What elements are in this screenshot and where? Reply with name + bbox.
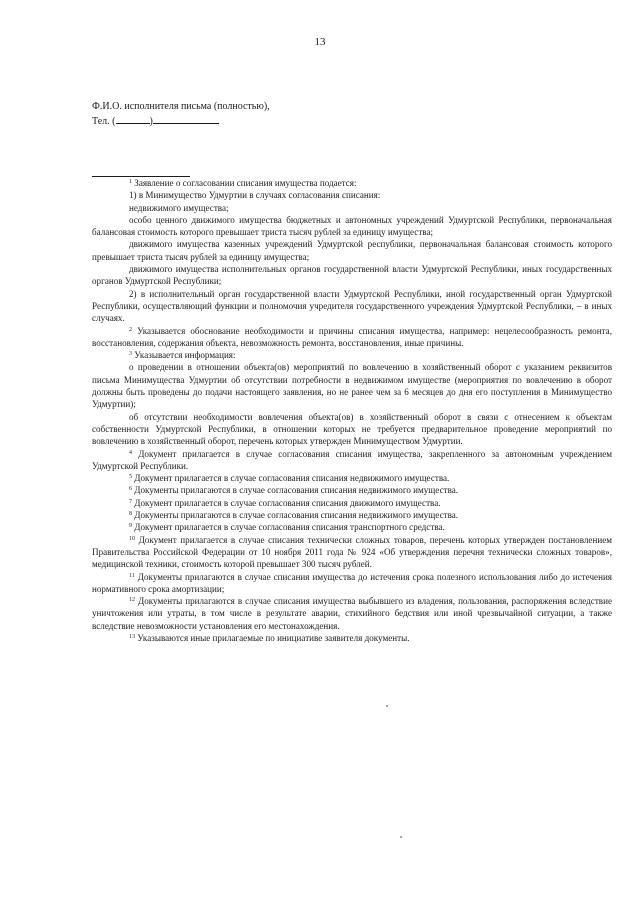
footnote-text: Документ прилагается в случае согласования списания имущества, закрепленного за автономным учреждением Удмуртской Республики. [92,448,612,471]
footnote-text: 2) в исполнительный орган государственной власти Удмуртской Республики, иной государственный орган Удмуртской Республики, осуществляющий функции и полномочия учредителя государственного учреждения Удмуртской Республики, – в иных случаях. [92,288,612,324]
footnote-number: 5 [129,474,132,481]
footnote-number: 10 [129,535,135,542]
footnotes [92,177,612,644]
footnote-text: Заявление о согласовании списания имущества подается: [134,178,357,188]
executor-block [92,99,270,129]
footnote-text: движимого имущества казенных учреждений Удмуртской республики, первоначальная балансовая стоимость которого превышает триста тысяч рублей за единицу имущества; [92,239,612,262]
footnote-paragraph [92,325,612,350]
footnote-text: Указывается информация: [134,350,236,361]
footnote-number: 11 [129,572,135,579]
footnote-text: Документ прилагается в случае согласования списания движимого имущества. [134,497,441,508]
footnote-number: 2 [129,326,132,333]
scan-speck [400,836,402,838]
footnote-text: Документы прилагаются в случае списания имущества выбывшего из владения, пользования, распоряжения вследствие уничтожения или утраты, в том числе в результате аварии, стихийного бедствия или иной чрезвычайной ситуации, а также вследствие невозможности установления его местонахождения. [92,596,612,631]
footnote-text: 1) в Минимущество Удмуртии в случаях согласования списания: [129,190,381,201]
footnote-text: Указывается обоснование необходимости и причины списания имущества, например: нецелесообразность ремонта, восстановления, содержания объекта, невозможность ремонта, восстановления, иные причины. [92,325,612,348]
executor-name-line: Ф.И.О. исполнителя письма (полностью), [92,101,270,112]
footnote-number: 8 [129,511,132,518]
scan-speck [386,705,388,707]
footnote-text: Документы прилагаются в случае согласования списания недвижимого имущества. [134,510,459,521]
footnote-text: Документ прилагается в случае согласования списания транспортного средства. [134,522,445,533]
footnote-paragraph [92,571,612,596]
phone-close: ) [149,116,153,127]
footnote-number: 12 [129,597,135,604]
footnote-text: об отсутствии необходимости вовлечения объекта(ов) в хозяйственный оборот в связи с отнесением к объектам собственности Удмуртской Республики, в отношении которых не требуется предварительное проведение мероприятий по вовлечению в хозяйственный оборот, перечень которых утвержден Минимуществом Удмуртии. [92,411,612,447]
footnote-text: недвижимого имущества; [129,202,229,213]
footnote-number: 3 [129,351,132,358]
footnote-paragraph [92,263,612,288]
footnote-paragraph [92,632,612,644]
footnote-paragraph [92,238,612,263]
footnote-paragraph [92,202,612,214]
footnote-text: Документы прилагаются в случае списания имущества до истечения срока полезного использования либо до истечения нормативного срока амортизации; [92,571,612,594]
footnote-number: 6 [129,486,132,493]
footnote-text: Документ прилагается в случае списания технически сложных товаров, перечень которых утвержден постановлением Правительства Российской Федерации от 10 ноября 2011 года № 924 «Об утверждения перечня технически сложных товаров», медицинской техники, стоимость которой превышает 300 тысяч рублей. [92,534,612,570]
footnote-text: Указываются иные прилагаемые по инициативе заявителя документы. [137,632,410,643]
footnote-paragraph [92,361,612,410]
footnote-paragraph [92,177,612,189]
footnote-number: 13 [129,633,135,640]
footnote-paragraph [92,411,612,448]
footnote-number: 7 [129,498,132,505]
executor-phone-line [92,114,270,129]
page-number: 13 [314,36,326,48]
footnote-number: 1 [129,179,132,185]
footnote-paragraph [92,189,612,201]
footnote-paragraph [92,472,612,484]
footnote-text: особо ценного движимого имущества бюджетных и автономных учреждений Удмуртской Республики, первоначальная балансовая стоимость которого превышает триста тысяч рублей за единицу имущества; [92,214,612,238]
footnote-paragraph [92,497,612,509]
footnote-text: о проведении в отношении объекта(ов) мероприятий по вовлечению в хозяйственный оборот с указанием реквизитов письма Минимущества Удмуртии об отсутствии потребности в недвижимом имуществе (мероприятия по вовлечению в оборот должны быть проведены до подачи настоящего заявления, но не ранее чем за 6 месяцев до дня его поступления в Минимущество Удмуртии); [92,362,612,410]
footnote-text: Документ прилагается в случае согласования списания недвижимого имущества. [134,473,450,484]
phone-number-blank [153,114,219,124]
footnote-paragraph [92,484,612,496]
footnote-paragraph [92,595,612,632]
footnote-number: 4 [129,449,132,456]
footnote-paragraph [92,509,612,521]
footnote-paragraph [92,534,612,571]
footnote-text: Документы прилагаются в случае согласования списания недвижимого имущества. [134,485,459,496]
footnote-text: движимого имущества исполнительных органов государственной власти Удмуртской Республики, иных государственных органов Удмуртской Республики; [92,264,612,287]
footnote-paragraph [92,349,612,361]
phone-prefix: Тел. ( [92,116,116,127]
footnote-paragraph [92,214,612,239]
footnote-paragraph [92,288,612,325]
footnote-number: 9 [129,523,132,530]
footnote-paragraph [92,448,612,473]
footnote-paragraph [92,521,612,533]
phone-code-blank [116,114,150,124]
